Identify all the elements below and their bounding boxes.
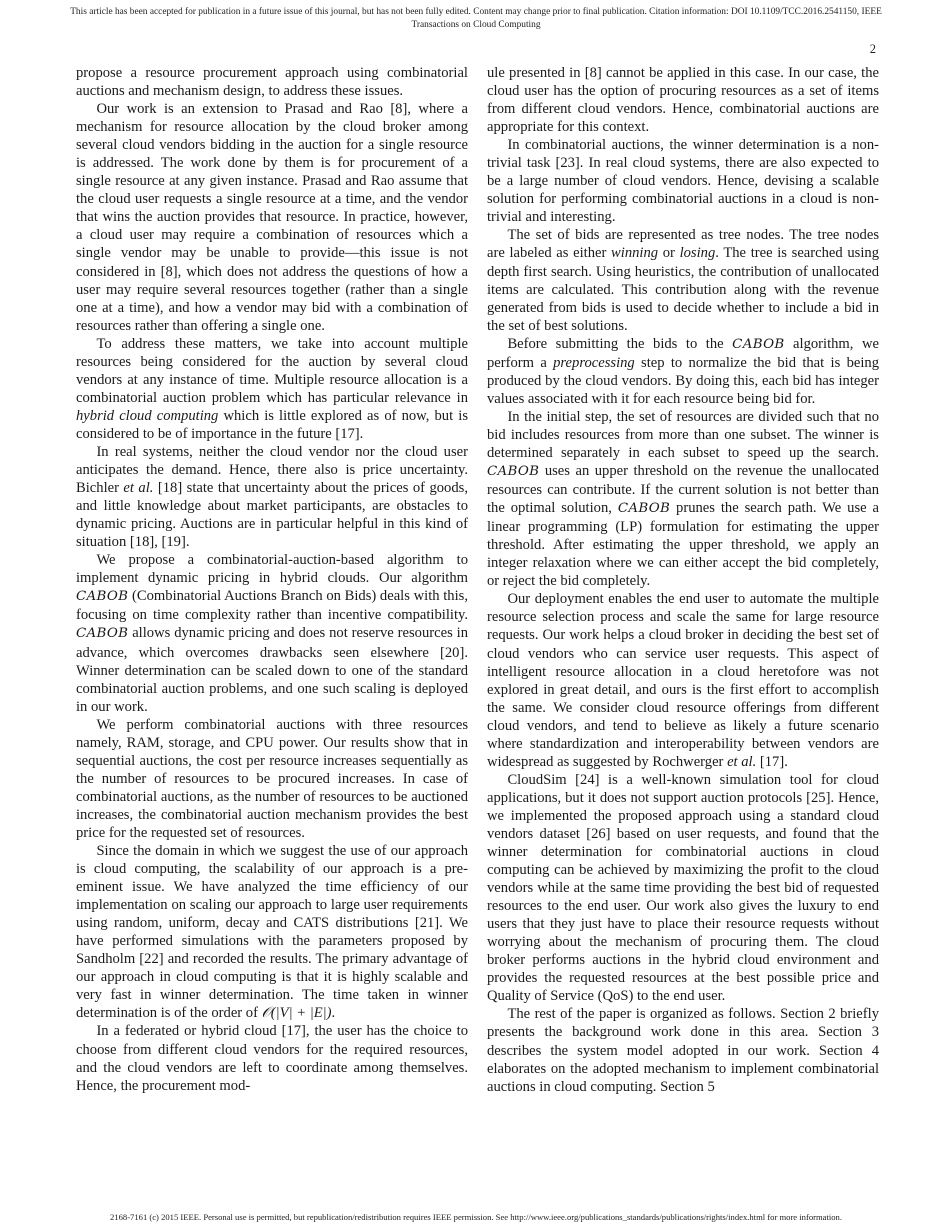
paragraph [76,551,468,715]
text-run: [18] state that uncertainty about the prices of goods, and little knowledge about market participants, are obstacles to dynamic pricing. Auctions are in particular helpful in this kind of situation [18], [19]. [76,480,468,551]
algorithm-name: CABOB [76,626,129,642]
paragraph [76,335,468,443]
text-run: prunes the search path. We use a linear programming (LP) formulation for estimating the upper threshold. After estimating the upper threshold, we apply an integer relaxation where we can either accept the bid completely, or reject the bid completely. [487,500,879,590]
text-run: We propose a combinatorial-auction-based algorithm to implement dynamic pricing in hybrid clouds. Our algorithm [76,552,468,587]
text-run: allows dynamic pricing and does not reserve resources in advance, which overcomes drawbacks seen elsewhere [20]. Winner determination can be scaled down to one of the standard combinatorial auction problems, and one such scaling is deployed in our work. [76,625,468,715]
emphasis: et al. [123,480,154,497]
paragraph: ule presented in [8] cannot be applied in this case. In our case, the cloud user has the option of procuring resources as a set of items from different cloud vendors. Hence, combinatorial auctions are appropriate for this context. [487,65,879,136]
text-run: The set of bids are represented as tree nodes. The tree nodes are labeled as either [487,227,879,262]
running-header [0,6,952,32]
paragraph [487,590,879,770]
copyright-footer: 2168-7161 (c) 2015 IEEE. Personal use is permitted, but republication/redistribution requires IEEE permission. See http://www.ieee.org/publications_standards/publications/rights/index.html for more information. [110,1212,842,1222]
emphasis: losing [679,245,716,262]
right-column [487,64,879,1096]
left-column [76,64,468,1095]
text-run: . The tree is searched using depth first search. Using heuristics, the contribution of unallocated items are calculated. This contribution along with the revenue generated from bids is used to decide whether to include a bid in the set of best solutions. [487,245,879,334]
header-line-2: Transactions on Cloud Computing [411,20,541,30]
paragraph: CloudSim [24] is a well-known simulation tool for cloud applications, but it does not support auction protocols [25]. Hence, we implemented the proposed approach using a standard cloud vendors dataset [26] based on user requests, and found that the winner determination for combinatorial auctions in cloud computing can be achieved by maximizing the profit to the cloud vendors while at the same time providing the best bid of requested resources to the end user. Our work also gives the luxury to end users that they just have to place their resource requests without worrying about the mechanism of procuring them. The cloud broker performs auctions in the hybrid cloud environment and provides the requested resources at the best possible price and Quality of Service (QoS) to the end user. [487,771,879,1005]
math-expression: 𝒪(|V| + |E|) [261,1005,332,1022]
text-run: step to normalize the bid that is being produced by the cloud vendors. By doing this, each bid has integer values associated with it for each resource being bid for. [487,354,879,407]
paragraph [487,408,879,590]
emphasis: winning [611,245,659,262]
text-run: In the initial step, the set of resources are divided such that no bid includes resources from more than one subset. The winner is determined separately in each subset to speed up the search. [487,408,879,461]
text-run: In real systems, neither the cloud vendor nor the cloud user anticipates the demand. Hence, there also is price uncertainty. Bichler [76,443,468,497]
algorithm-name: CABOB [732,336,785,352]
text-run: algorithm, we perform a [487,335,879,371]
paragraph: We perform combinatorial auctions with three resources namely, RAM, storage, and CPU power. Our results show that in sequential auctions, the cost per resource increases sequentially as the number of resources to be procured increases. In case of combinatorial auctions, as the number of resources to be auctioned increases, the combinatorial auction mechanism provides the best price for the requested set of resources. [76,716,468,841]
text-run: which is little explored as of now, but is considered to be of importance in the future [17]. [76,407,468,442]
paragraph: In a federated or hybrid cloud [17], the user has the choice to choose from different cloud vendors for the required resources, and the cloud vendors are left to coordinate among themselves. Hence, the procurement mod- [76,1023,468,1094]
emphasis: et al. [727,753,757,770]
emphasis: hybrid cloud computing [76,407,219,424]
text-run: Before submitting the bids to the [507,335,733,352]
text-run: Our deployment enables the end user to automate the multiple resource selection process and scale the same for large resource requests. Our work helps a cloud broker in deciding the best set of cloud vendors who can service user requests. This aspect of intelligent resource allocation in a cloud heretofore was not explored in great detail, and ours is the first effort to accomplish the same. We consider cloud resource offerings from different cloud vendors, and tend to believe as likely a future scenario where standardization and interoperability between vendors are widespread as suggested by Rochwerger [487,591,879,770]
paragraph [76,443,468,551]
paragraph: propose a resource procurement approach using combinatorial auctions and mechanism design, to address these issues. [76,65,468,100]
paragraph [487,226,879,334]
algorithm-name: CABOB [487,464,540,480]
text-run: Since the domain in which we suggest the use of our approach is cloud computing, the scalability of our approach is a pre-eminent issue. We have analyzed the time efficiency of our implementation on scaling our approach to large user requirements using random, uniform, decay and CATS distributions [21]. We have performed simulations with the parameters proposed by Sandholm [22] and recorded the results. The primary advantage of our approach in cloud computing is that it is highly scalable and very fast in winner determination. The time taken in winner determination is of the order of [76,843,468,1022]
text-run: uses an upper threshold on the revenue the unallocated resources can contribute. If the current solution is not better than the optimal solution, [487,463,879,517]
text-run: [17]. [756,753,788,770]
text-run: or [658,245,680,262]
header-line-1: This article has been accepted for publication in a future issue of this journal, but has not been fully edited. Content may change prior to final publication. Citation information: DOI 10.1109/TCC.2016.2541150, IEEE [70,7,882,17]
text-run: To address these matters, we take into account multiple resources being considered for the auction by several cloud vendors at any instance of time. Multiple resource allocation is a combinatorial auction problem which has particular relevance in [76,335,468,406]
emphasis: preprocessing [553,354,635,371]
paragraph [487,335,879,408]
paragraph: In combinatorial auctions, the winner determination is a non-trivial task [23]. In real cloud systems, there are also expected to be a large number of cloud vendors. Hence, devising a scalable solution for performing combinatorial auctions in a cloud is non-trivial and interesting. [487,137,879,226]
text-run: (Combinatorial Auctions Branch on Bids) deals with this, focusing on time complexity rather than incentive compatibility. [76,588,468,624]
page-number: 2 [869,42,876,56]
algorithm-name: CABOB [617,501,671,517]
paragraph: Our work is an extension to Prasad and Rao [8], where a mechanism for resource allocation by the cloud broker among several cloud vendors bidding in the auction for a single resource is addressed. The work done by them is for procurement of a single resource at any given instance. Prasad and Rao assume that the cloud user requests a single resource at a time, and the vendor that wins the auction provides that resource. In practice, however, a cloud user may require a combination of resources which a single vendor may be unable to provide—this issue is not considered in [8], which does not address the questions of how a user may require several resources together (rather than a single one at a time), and how a vendor may bid with a combination of resources rather than offering a single one. [76,101,468,334]
paragraph [76,842,468,1022]
text-run: . [331,1005,336,1022]
paragraph: The rest of the paper is organized as follows. Section 2 briefly presents the background work done in this area. Section 3 describes the system model adopted in our work. Section 4 elaborates on the adopted mechanism to implement combinatorial auctions in cloud computing. Section 5 [487,1006,879,1095]
algorithm-name: CABOB [76,589,129,605]
